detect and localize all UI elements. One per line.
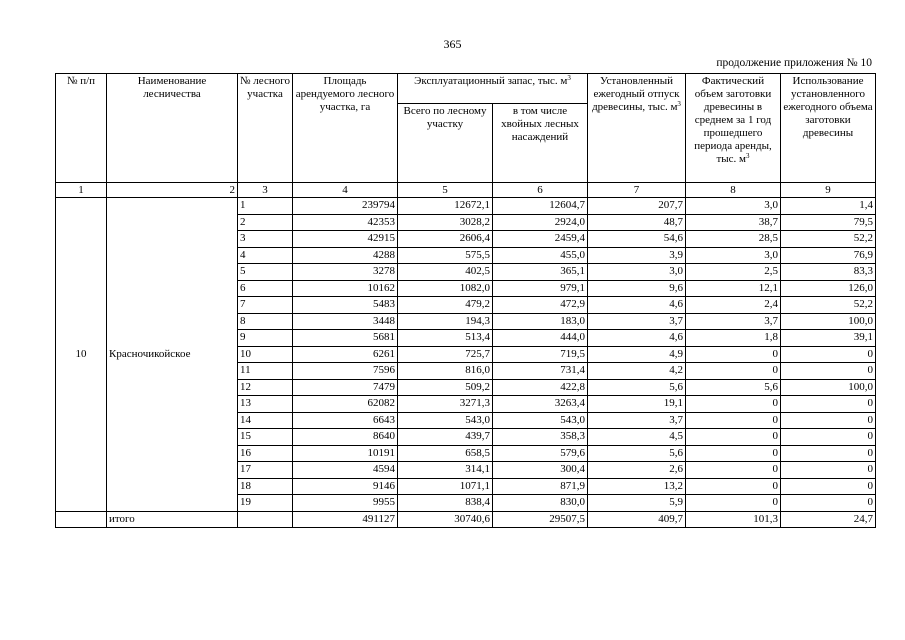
total-conifer: 29507,5 xyxy=(493,511,588,527)
stock-total-cell: 543,0 xyxy=(398,412,493,429)
header-actual-harvest-text: Фактический объем заготовки древесины в среднем за 1 год прошедшего периода аренды, тыс. м xyxy=(694,75,772,165)
allowable-cut-cell: 207,7 xyxy=(588,198,686,215)
area-cell: 9146 xyxy=(293,478,398,495)
stock-conifer-cell: 2459,4 xyxy=(493,231,588,248)
plot-number-cell: 15 xyxy=(238,429,293,446)
total-usage: 24,7 xyxy=(781,511,876,527)
actual-harvest-cell: 28,5 xyxy=(686,231,781,248)
plot-number-cell: 2 xyxy=(238,214,293,231)
usage-cell: 100,0 xyxy=(781,313,876,330)
actual-harvest-cell: 0 xyxy=(686,346,781,363)
area-cell: 6261 xyxy=(293,346,398,363)
plot-number-cell: 11 xyxy=(238,363,293,380)
stock-conifer-cell: 12604,7 xyxy=(493,198,588,215)
stock-conifer-cell: 543,0 xyxy=(493,412,588,429)
plot-number-cell: 17 xyxy=(238,462,293,479)
continuation-label: продолжение приложения № 10 xyxy=(716,57,872,69)
stock-conifer-cell: 2924,0 xyxy=(493,214,588,231)
stock-conifer-cell: 579,6 xyxy=(493,445,588,462)
usage-cell: 83,3 xyxy=(781,264,876,281)
total-area: 491127 xyxy=(293,511,398,527)
total-empty-cell xyxy=(238,511,293,527)
column-number: 5 xyxy=(398,183,493,198)
stock-total-cell: 509,2 xyxy=(398,379,493,396)
plot-number-cell: 6 xyxy=(238,280,293,297)
column-number: 2 xyxy=(107,183,238,198)
table-row xyxy=(56,198,876,215)
area-cell: 3278 xyxy=(293,264,398,281)
actual-harvest-cell: 1,8 xyxy=(686,330,781,347)
stock-conifer-cell: 830,0 xyxy=(493,495,588,512)
stock-total-cell: 725,7 xyxy=(398,346,493,363)
header-area: Площадь арендуемого лесного участка, га xyxy=(293,74,398,183)
stock-conifer-cell: 358,3 xyxy=(493,429,588,446)
header-allowable-cut xyxy=(588,74,686,183)
allowable-cut-cell: 5,9 xyxy=(588,495,686,512)
allowable-cut-cell: 4,5 xyxy=(588,429,686,446)
stock-total-cell: 439,7 xyxy=(398,429,493,446)
total-allowable: 409,7 xyxy=(588,511,686,527)
usage-cell: 0 xyxy=(781,478,876,495)
header-stock-total: Всего по лесному участку xyxy=(398,104,493,183)
actual-harvest-cell: 2,5 xyxy=(686,264,781,281)
stock-conifer-cell: 300,4 xyxy=(493,462,588,479)
stock-total-cell: 402,5 xyxy=(398,264,493,281)
column-number: 8 xyxy=(686,183,781,198)
forestry-name: Красночикойское xyxy=(107,198,238,512)
stock-conifer-cell: 3263,4 xyxy=(493,396,588,413)
stock-total-cell: 658,5 xyxy=(398,445,493,462)
column-number: 4 xyxy=(293,183,398,198)
usage-cell: 52,2 xyxy=(781,297,876,314)
cubic-superscript: 3 xyxy=(746,152,750,160)
area-cell: 7596 xyxy=(293,363,398,380)
stock-conifer-cell: 719,5 xyxy=(493,346,588,363)
plot-number-cell: 1 xyxy=(238,198,293,215)
header-plot-number: № лесного участка xyxy=(238,74,293,183)
stock-total-cell: 838,4 xyxy=(398,495,493,512)
allowable-cut-cell: 3,0 xyxy=(588,264,686,281)
actual-harvest-cell: 0 xyxy=(686,478,781,495)
area-cell: 5483 xyxy=(293,297,398,314)
allowable-cut-cell: 4,6 xyxy=(588,330,686,347)
column-number: 7 xyxy=(588,183,686,198)
header-forestry-name: Наименование лесничества xyxy=(107,74,238,183)
plot-number-cell: 10 xyxy=(238,346,293,363)
plot-number-cell: 8 xyxy=(238,313,293,330)
area-cell: 239794 xyxy=(293,198,398,215)
data-rows xyxy=(56,198,876,512)
actual-harvest-cell: 12,1 xyxy=(686,280,781,297)
actual-harvest-cell: 38,7 xyxy=(686,214,781,231)
actual-harvest-cell: 0 xyxy=(686,462,781,479)
allowable-cut-cell: 4,2 xyxy=(588,363,686,380)
plot-number-cell: 12 xyxy=(238,379,293,396)
plot-number-cell: 3 xyxy=(238,231,293,248)
column-number: 1 xyxy=(56,183,107,198)
cubic-superscript: 3 xyxy=(567,74,571,82)
header-exploitation-stock-text: Эксплуатационный запас, тыс. м xyxy=(414,75,568,87)
header-exploitation-stock xyxy=(398,74,588,104)
stock-conifer-cell: 979,1 xyxy=(493,280,588,297)
usage-cell: 0 xyxy=(781,396,876,413)
stock-total-cell: 1071,1 xyxy=(398,478,493,495)
allowable-cut-cell: 4,9 xyxy=(588,346,686,363)
stock-conifer-cell: 455,0 xyxy=(493,247,588,264)
usage-cell: 0 xyxy=(781,445,876,462)
usage-cell: 0 xyxy=(781,346,876,363)
stock-total-cell: 816,0 xyxy=(398,363,493,380)
actual-harvest-cell: 0 xyxy=(686,429,781,446)
usage-cell: 0 xyxy=(781,429,876,446)
usage-cell: 126,0 xyxy=(781,280,876,297)
allowable-cut-cell: 9,6 xyxy=(588,280,686,297)
usage-cell: 79,5 xyxy=(781,214,876,231)
usage-cell: 52,2 xyxy=(781,231,876,248)
header-usage: Использование установленного ежегодного объема заготовки древесины xyxy=(781,74,876,183)
group-number: 10 xyxy=(56,198,107,512)
total-empty-cell xyxy=(56,511,107,527)
stock-total-cell: 3271,3 xyxy=(398,396,493,413)
stock-total-cell: 575,5 xyxy=(398,247,493,264)
stock-conifer-cell: 472,9 xyxy=(493,297,588,314)
usage-cell: 100,0 xyxy=(781,379,876,396)
actual-harvest-cell: 3,0 xyxy=(686,198,781,215)
usage-cell: 0 xyxy=(781,412,876,429)
usage-cell: 0 xyxy=(781,495,876,512)
allowable-cut-cell: 3,7 xyxy=(588,412,686,429)
allowable-cut-cell: 5,6 xyxy=(588,379,686,396)
actual-harvest-cell: 3,0 xyxy=(686,247,781,264)
stock-total-cell: 513,4 xyxy=(398,330,493,347)
usage-cell: 0 xyxy=(781,462,876,479)
area-cell: 5681 xyxy=(293,330,398,347)
usage-cell: 1,4 xyxy=(781,198,876,215)
plot-number-cell: 19 xyxy=(238,495,293,512)
plot-number-cell: 7 xyxy=(238,297,293,314)
allowable-cut-cell: 13,2 xyxy=(588,478,686,495)
allowable-cut-cell: 4,6 xyxy=(588,297,686,314)
area-cell: 4594 xyxy=(293,462,398,479)
stock-total-cell: 3028,2 xyxy=(398,214,493,231)
area-cell: 42915 xyxy=(293,231,398,248)
stock-conifer-cell: 871,9 xyxy=(493,478,588,495)
area-cell: 62082 xyxy=(293,396,398,413)
actual-harvest-cell: 0 xyxy=(686,363,781,380)
area-cell: 9955 xyxy=(293,495,398,512)
header-stock-conifer: в том числе хвойных лесных насаждений xyxy=(493,104,588,183)
usage-cell: 76,9 xyxy=(781,247,876,264)
total-stock: 30740,6 xyxy=(398,511,493,527)
area-cell: 8640 xyxy=(293,429,398,446)
actual-harvest-cell: 2,4 xyxy=(686,297,781,314)
area-cell: 4288 xyxy=(293,247,398,264)
cubic-superscript: 3 xyxy=(677,100,681,108)
plot-number-cell: 16 xyxy=(238,445,293,462)
column-number: 9 xyxy=(781,183,876,198)
header-actual-harvest xyxy=(686,74,781,183)
header-allowable-cut-text: Установленный ежегодный отпуск древесины, тыс. м xyxy=(592,75,680,113)
area-cell: 10162 xyxy=(293,280,398,297)
page-number: 365 xyxy=(443,37,462,51)
total-row xyxy=(56,511,876,527)
allowable-cut-cell: 3,9 xyxy=(588,247,686,264)
plot-number-cell: 9 xyxy=(238,330,293,347)
area-cell: 10191 xyxy=(293,445,398,462)
stock-total-cell: 1082,0 xyxy=(398,280,493,297)
column-number: 6 xyxy=(493,183,588,198)
plot-number-cell: 4 xyxy=(238,247,293,264)
stock-total-cell: 2606,4 xyxy=(398,231,493,248)
total-actual: 101,3 xyxy=(686,511,781,527)
header-number: № п/п xyxy=(56,74,107,183)
actual-harvest-cell: 0 xyxy=(686,396,781,413)
actual-harvest-cell: 0 xyxy=(686,495,781,512)
stock-total-cell: 12672,1 xyxy=(398,198,493,215)
plot-number-cell: 13 xyxy=(238,396,293,413)
allowable-cut-cell: 2,6 xyxy=(588,462,686,479)
area-cell: 6643 xyxy=(293,412,398,429)
total-label: итого xyxy=(107,511,238,527)
stock-conifer-cell: 183,0 xyxy=(493,313,588,330)
plot-number-cell: 5 xyxy=(238,264,293,281)
forest-lease-table xyxy=(55,73,876,528)
actual-harvest-cell: 3,7 xyxy=(686,313,781,330)
stock-conifer-cell: 444,0 xyxy=(493,330,588,347)
stock-total-cell: 479,2 xyxy=(398,297,493,314)
allowable-cut-cell: 5,6 xyxy=(588,445,686,462)
area-cell: 42353 xyxy=(293,214,398,231)
plot-number-cell: 14 xyxy=(238,412,293,429)
stock-conifer-cell: 422,8 xyxy=(493,379,588,396)
allowable-cut-cell: 48,7 xyxy=(588,214,686,231)
column-number-row xyxy=(56,183,876,198)
usage-cell: 0 xyxy=(781,363,876,380)
allowable-cut-cell: 54,6 xyxy=(588,231,686,248)
stock-conifer-cell: 731,4 xyxy=(493,363,588,380)
actual-harvest-cell: 5,6 xyxy=(686,379,781,396)
stock-conifer-cell: 365,1 xyxy=(493,264,588,281)
column-number: 3 xyxy=(238,183,293,198)
actual-harvest-cell: 0 xyxy=(686,412,781,429)
allowable-cut-cell: 3,7 xyxy=(588,313,686,330)
allowable-cut-cell: 19,1 xyxy=(588,396,686,413)
area-cell: 3448 xyxy=(293,313,398,330)
usage-cell: 39,1 xyxy=(781,330,876,347)
stock-total-cell: 194,3 xyxy=(398,313,493,330)
stock-total-cell: 314,1 xyxy=(398,462,493,479)
area-cell: 7479 xyxy=(293,379,398,396)
plot-number-cell: 18 xyxy=(238,478,293,495)
actual-harvest-cell: 0 xyxy=(686,445,781,462)
